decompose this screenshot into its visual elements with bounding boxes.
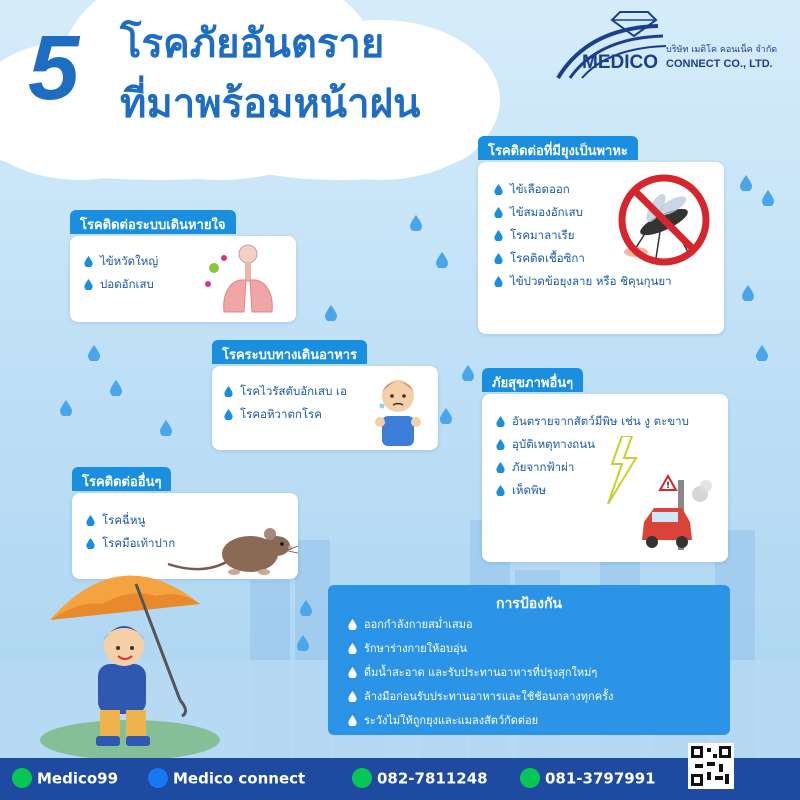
- facebook-contact[interactable]: [148, 769, 305, 789]
- no-mosquito-icon: [616, 172, 712, 268]
- prevention-heading: การป้องกัน: [495, 596, 563, 612]
- raindrop-icon: [224, 386, 233, 397]
- health-card-heading: ภัยสุขภาพอื่นๆ: [482, 368, 583, 392]
- facebook-icon: [148, 768, 168, 788]
- digestive-card: [212, 366, 438, 450]
- sick-boy-icon: [368, 370, 428, 446]
- lungs-icon: [200, 242, 284, 318]
- list-item-text: โรคติดเชื้อซิกา: [510, 251, 585, 265]
- line-id: Medico99: [37, 769, 119, 788]
- list-item-text: ระวังไม่ให้ถูกยุงและแมลงสัตว์กัดต่อย: [364, 714, 539, 727]
- list-item: [346, 685, 613, 709]
- phone-icon: [352, 768, 372, 788]
- list-item: [346, 637, 613, 661]
- list-item-text: ล้างมือก่อนรับประทานอาหารและใช้ช้อนกลางทุกครั้ง: [364, 690, 614, 703]
- list-item-text: โรคฉี่หนู: [102, 513, 146, 527]
- list-item: [222, 403, 347, 426]
- phone-number-1: 082-7811248: [377, 769, 488, 788]
- list-item: [84, 532, 175, 555]
- lightning-icon: [602, 436, 642, 504]
- raindrop-icon: [348, 667, 357, 678]
- raindrop-icon: [496, 439, 505, 450]
- raindrop-icon: [494, 207, 503, 218]
- list-item: [82, 250, 158, 273]
- qr-code-icon[interactable]: [688, 743, 734, 789]
- raindrop-icon: [348, 643, 357, 654]
- list-item: [222, 380, 347, 403]
- raindrop-icon: [440, 408, 452, 424]
- phone-contact-2[interactable]: [520, 769, 656, 789]
- title-line-1: โรคภัยอันตราย: [120, 21, 385, 67]
- raindrop-icon: [496, 416, 505, 427]
- list-item-text: อันตรายจากสัตว์มีพิษ เช่น งู ตะขาบ: [512, 414, 689, 428]
- raindrop-icon: [494, 276, 503, 287]
- phone-icon: [520, 768, 540, 788]
- raindrop-icon: [348, 619, 357, 630]
- raindrop-icon: [348, 715, 357, 726]
- prevention-panel: [328, 585, 730, 735]
- list-item-text: ไข้สมองอักเสบ: [510, 205, 583, 219]
- raindrop-icon: [756, 345, 768, 361]
- list-item-text: เห็ดพิษ: [512, 483, 547, 497]
- health-card: [482, 394, 728, 562]
- respiratory-card: [70, 236, 296, 322]
- list-item: [494, 410, 689, 433]
- raindrop-icon: [325, 305, 337, 321]
- raindrop-icon: [86, 538, 95, 549]
- raindrop-icon: [762, 190, 774, 206]
- facebook-name: Medico connect: [173, 769, 306, 788]
- list-item-text: โรคมาลาเรีย: [510, 228, 575, 242]
- raindrop-icon: [462, 365, 474, 381]
- list-item-text: ไข้ปวดข้อยุงลาย หรือ ชิคุนกุนยา: [510, 274, 672, 288]
- raindrop-icon: [410, 215, 422, 231]
- raindrop-icon: [224, 409, 233, 420]
- line-icon: [12, 768, 32, 788]
- list-item-text: ออกกำลังกายสม่ำเสมอ: [364, 618, 473, 631]
- raindrop-icon: [297, 635, 309, 651]
- raindrop-icon: [740, 175, 752, 191]
- line-contact[interactable]: [12, 769, 118, 789]
- mosquito-card-heading: โรคติดต่อที่มียุงเป็นพาหะ: [478, 136, 638, 160]
- car-accident-icon: [638, 470, 722, 552]
- raindrop-icon: [436, 252, 448, 268]
- raindrop-icon: [496, 485, 505, 496]
- list-item: [346, 661, 613, 685]
- list-item: [84, 509, 175, 532]
- raindrop-icon: [110, 380, 122, 396]
- logo-company-en: CONNECT CO., LTD.: [666, 58, 773, 70]
- raindrop-icon: [86, 515, 95, 526]
- list-item: [346, 709, 613, 733]
- phone-contact-1[interactable]: [352, 769, 488, 789]
- title-number: 5: [28, 17, 80, 119]
- list-item-text: ไข้หวัดใหญ่: [100, 254, 159, 268]
- raindrop-icon: [84, 279, 93, 290]
- raindrop-icon: [496, 462, 505, 473]
- raindrop-icon: [494, 253, 503, 264]
- raindrop-icon: [494, 230, 503, 241]
- umbrella-kid-icon: [40, 560, 230, 758]
- list-item-text: ภัยจากฟ้าผ่า: [512, 460, 575, 474]
- list-item-text: โรคมือเท้าปาก: [102, 536, 176, 550]
- raindrop-icon: [84, 256, 93, 267]
- raindrop-icon: [348, 691, 357, 702]
- list-item-text: รักษาร่างกายให้อบอุ่น: [364, 642, 468, 655]
- list-item-text: อุบัติเหตุทางถนน: [512, 437, 595, 451]
- list-item: [494, 433, 689, 456]
- svg-text:!: !: [666, 481, 671, 491]
- raindrop-icon: [160, 420, 172, 436]
- mosquito-card: [478, 162, 724, 334]
- list-item: [346, 613, 613, 637]
- raindrop-icon: [494, 184, 503, 195]
- phone-number-2: 081-3797991: [545, 769, 656, 788]
- list-item-text: โรคไวรัสตับอักเสบ เอ: [240, 384, 347, 398]
- list-item: [82, 273, 158, 296]
- respiratory-card-heading: โรคติดต่อระบบเดินหายใจ: [70, 210, 236, 234]
- list-item-text: โรคอหิวาตกโรค: [240, 407, 322, 421]
- digestive-card-heading: โรคระบบทางเดินอาหาร: [212, 340, 367, 364]
- title-line-2: ที่มาพร้อมหน้าฝน: [120, 81, 421, 127]
- raindrop-icon: [88, 345, 100, 361]
- list-item-text: ไข้เลือดออก: [510, 182, 570, 196]
- logo-company-th: บริษัท เมดิโค คอนเน็ค จำกัด: [666, 45, 778, 55]
- list-item-text: ปอดอักเสบ: [100, 277, 154, 291]
- list-item: [492, 270, 672, 293]
- list-item-text: ดื่มน้ำสะอาด และรับประทานอาหารที่ปรุงสุกใหม่ๆ: [364, 666, 598, 679]
- raindrop-icon: [60, 400, 72, 416]
- other-card-heading: โรคติดต่ออื่นๆ: [72, 467, 171, 491]
- raindrop-icon: [300, 600, 312, 616]
- footer-bar: [0, 758, 800, 800]
- logo-name: MEDICO: [582, 52, 658, 73]
- raindrop-icon: [742, 285, 754, 301]
